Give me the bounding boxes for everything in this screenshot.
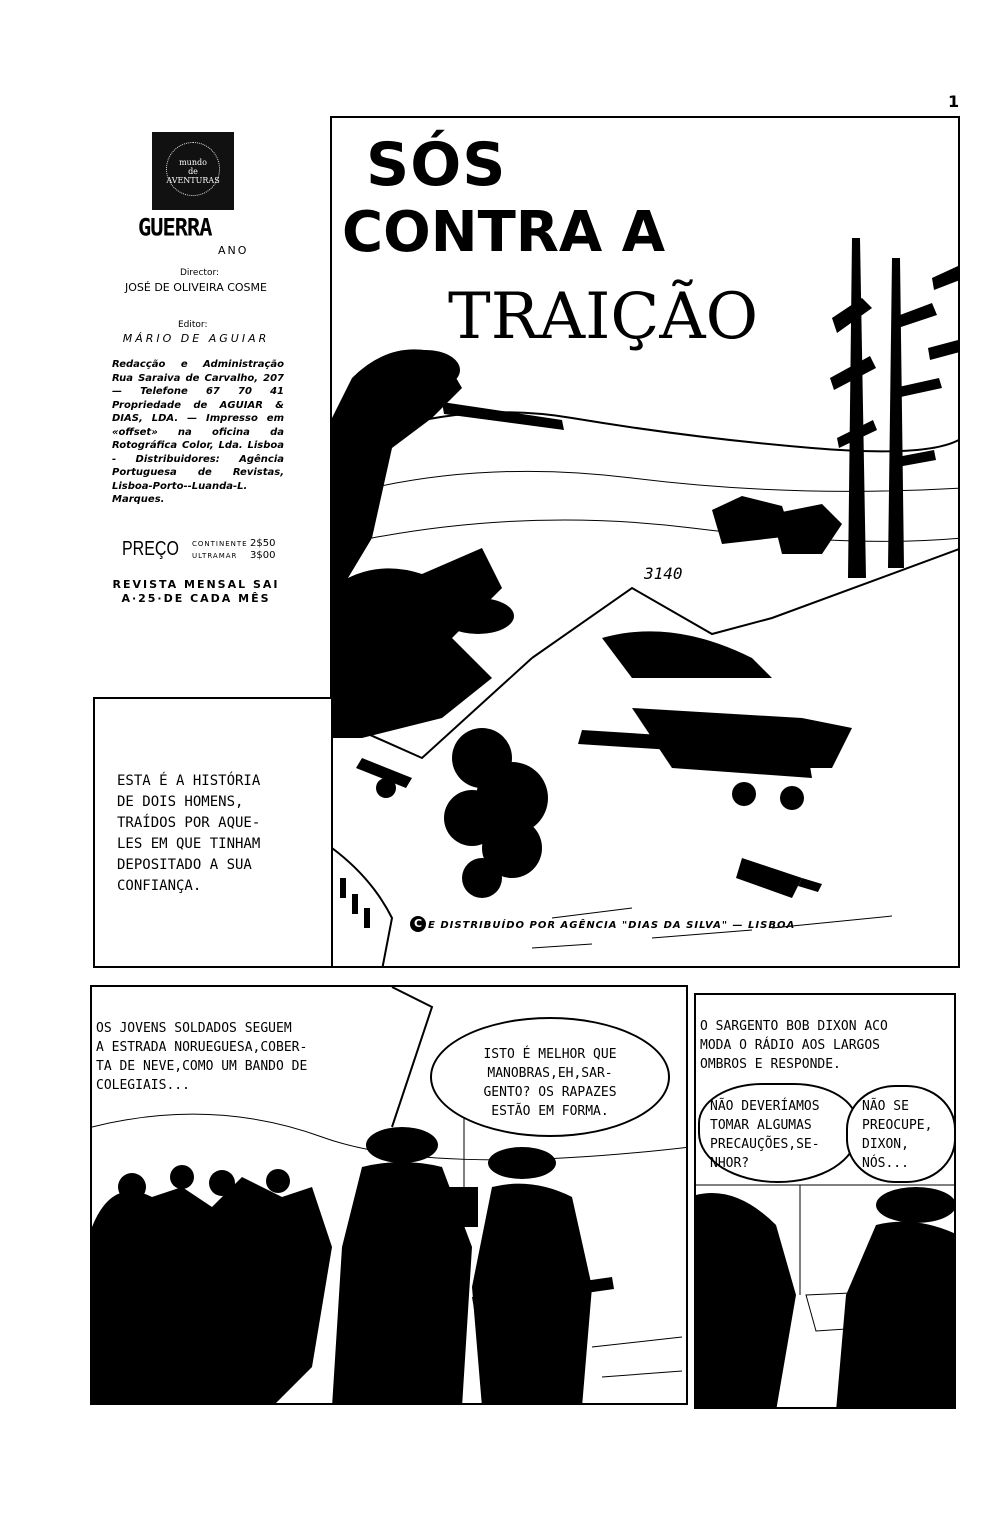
editor-name: MÁRIO DE AGUIAR	[122, 332, 270, 345]
year-label: ANO	[218, 244, 249, 257]
distribution-credit: E DISTRIBUÍDO POR AGÊNCIA "DIAS DA SILVA" — LISBOA	[428, 920, 796, 931]
cover-artwork	[330, 116, 960, 968]
price-label: PREÇO	[122, 538, 179, 560]
editor-label: Editor:	[178, 320, 208, 330]
story-title-line: TRAIÇÃO	[448, 280, 759, 354]
publisher-logo	[152, 132, 234, 210]
comic-panel-dixon	[694, 993, 956, 1409]
artwork-serial: 3140	[644, 564, 683, 583]
narration-caption: O SARGENTO BOB DIXON ACO MODA O RÁDIO AOS LARGOS OMBROS E RESPONDE.	[700, 1017, 956, 1074]
series-brand: GUERRA	[138, 214, 212, 243]
logo-text-line: AVENTURAS	[166, 176, 220, 185]
narration-caption: OS JOVENS SOLDADOS SEGUEM A ESTRADA NORUEGUESA,COBER- TA DE NEVE,COMO UM BANDO DE COLEGIAIS...	[96, 1019, 396, 1095]
price-overseas-value: 3$00	[250, 550, 276, 561]
director-label: Director:	[180, 268, 220, 278]
price-continent-label: CONTINENTE	[192, 540, 248, 548]
story-title-line: SÓS	[366, 130, 507, 200]
price-block	[122, 538, 292, 564]
comic-panel-soldiers	[90, 985, 688, 1405]
imprint-text: Redacção e Administração Rua Saraiva de Carvalho, 207 — Telefone 67 70 41 Propriedade de AGUIAR & DIAS, LDA. — Impresso em «offset» na oficina da Rotográfica Color, Lda. Lisboa - Distribuidores: Agência Portuguesa de Revistas, Lisboa-Porto--Luanda-L. Marques.	[112, 359, 284, 505]
logo-text-line: mundo	[179, 158, 207, 167]
price-continent-value: 2$50	[250, 538, 276, 549]
intro-box	[93, 697, 333, 968]
publication-schedule: REVISTA MENSAL SAI A·25·DE CADA MÊS	[112, 578, 280, 605]
speech-balloon: NÃO DEVERÍAMOS TOMAR ALGUMAS PRECAUÇÕES,SE- NHOR?	[698, 1083, 858, 1183]
intro-text: ESTA É A HISTÓRIA DE DOIS HOMENS, TRAÍDOS POR AQUE- LES EM QUE TINHAM DEPOSITADO A SUA CONFIANÇA.	[117, 773, 261, 894]
logo-text-line: de	[188, 167, 198, 176]
story-title-line: CONTRA A	[342, 200, 666, 265]
page-number: 1	[948, 92, 960, 111]
price-overseas-label: ULTRAMAR	[192, 552, 238, 560]
director-name: JOSÉ DE OLIVEIRA COSME	[125, 281, 267, 294]
speech-balloon: NÃO SE PREOCUPE, DIXON, NÓS...	[846, 1085, 956, 1183]
copyright-icon: C	[410, 916, 426, 932]
speech-balloon: ISTO É MELHOR QUE MANOBRAS,EH,SAR- GENTO? OS RAPAZES ESTÃO EM FORMA.	[430, 1017, 670, 1137]
